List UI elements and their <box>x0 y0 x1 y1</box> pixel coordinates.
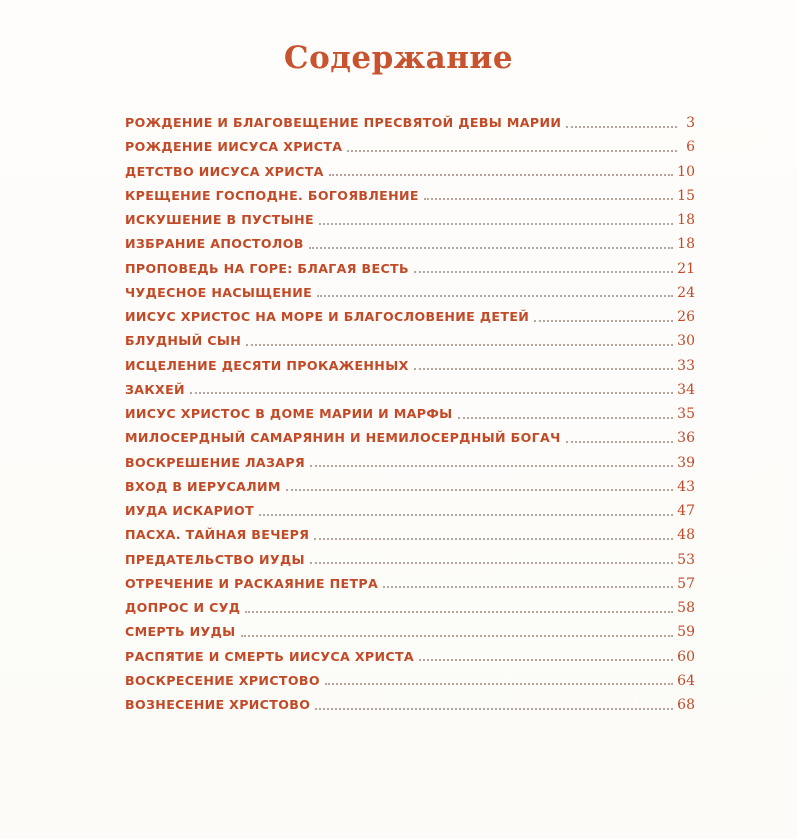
toc-entry-title: ИУДА ИСКАРИОТ <box>125 503 255 518</box>
toc-entry-page: 48 <box>677 527 695 544</box>
toc-entry <box>125 596 695 620</box>
toc-entry <box>125 184 695 208</box>
dot-leader <box>419 658 673 661</box>
toc-entry <box>125 135 695 159</box>
toc-entry <box>125 620 695 644</box>
toc-entry <box>125 305 695 329</box>
dot-leader <box>314 537 673 540</box>
toc-entry-title: ПРОПОВЕДЬ НА ГОРЕ: БЛАГАЯ ВЕСТЬ <box>125 260 409 276</box>
dot-leader <box>424 197 673 200</box>
dot-leader <box>383 585 673 588</box>
toc-entry-title: ИЗБРАНИЕ АПОСТОЛОВ <box>125 236 304 252</box>
toc-entry-page: 18 <box>677 236 695 253</box>
toc-entry <box>125 693 695 717</box>
dot-leader <box>315 707 673 710</box>
toc-entry <box>125 160 695 184</box>
toc-entry-title: МИЛОСЕРДНЫЙ САМАРЯНИН И НЕМИЛОСЕРДНЫЙ БОГАЧ <box>125 430 561 446</box>
toc-entry-title: ЗАКХЕЙ <box>125 381 185 397</box>
dot-leader <box>317 294 673 297</box>
toc-entry-title: РОЖДЕНИЕ И БЛАГОВЕЩЕНИЕ ПРЕСВЯТОЙ ДЕВЫ МАРИИ <box>125 115 562 130</box>
toc-entry <box>125 402 695 426</box>
dot-leader <box>458 416 674 419</box>
toc-entry-title: БЛУДНЫЙ СЫН <box>125 333 242 349</box>
toc-entry-page: 68 <box>677 697 695 713</box>
toc-entry-page: 21 <box>677 260 695 277</box>
toc-entry <box>125 669 695 693</box>
toc-entry <box>125 645 695 669</box>
toc-entry-title: ВХОД В ИЕРУСАЛИМ <box>125 478 281 494</box>
toc-entry-page: 59 <box>677 624 695 641</box>
toc-entry <box>125 426 695 450</box>
toc-entry-title: ПАСХА. ТАЙНАЯ ВЕЧЕРЯ <box>125 527 310 543</box>
toc-entry-page: 18 <box>677 212 695 228</box>
toc-entry-title: ОТРЕЧЕНИЕ И РАСКАЯНИЕ ПЕТРА <box>125 575 379 591</box>
toc-entry-page: 3 <box>686 115 695 131</box>
dot-leader <box>566 125 677 128</box>
toc-entry-title: ЧУДЕСНОЕ НАСЫЩЕНИЕ <box>125 284 313 300</box>
table-of-contents <box>125 111 695 717</box>
toc-entry-title: ВОСКРЕШЕНИЕ ЛАЗАРЯ <box>125 454 306 470</box>
toc-entry-title: ВОЗНЕСЕНИЕ ХРИСТОВО <box>125 697 311 712</box>
toc-entry-page: 64 <box>677 672 695 689</box>
toc-entry-page: 6 <box>686 139 695 156</box>
toc-entry-title: РОЖДЕНИЕ ИИСУСА ХРИСТА <box>125 139 343 155</box>
toc-entry <box>125 451 695 475</box>
toc-entry-page: 15 <box>677 187 695 204</box>
dot-leader <box>246 343 673 346</box>
dot-leader <box>414 270 673 273</box>
dot-leader <box>319 222 673 225</box>
dot-leader <box>241 634 674 637</box>
toc-entry-page: 10 <box>677 163 695 180</box>
toc-entry <box>125 257 695 281</box>
toc-entry-title: ИСКУШЕНИЕ В ПУСТЫНЕ <box>125 212 314 227</box>
toc-entry-page: 35 <box>677 406 695 422</box>
toc-entry <box>125 281 695 305</box>
toc-entry <box>125 111 695 135</box>
dot-leader <box>310 561 673 564</box>
dot-leader <box>190 391 673 394</box>
dot-leader <box>310 464 673 467</box>
toc-entry <box>125 475 695 499</box>
toc-entry-title: ВОСКРЕСЕНИЕ ХРИСТОВО <box>125 672 320 688</box>
toc-entry <box>125 378 695 402</box>
dot-leader <box>534 319 673 322</box>
dot-leader <box>325 682 673 685</box>
toc-entry <box>125 354 695 378</box>
toc-entry-page: 30 <box>677 333 695 350</box>
toc-entry <box>125 208 695 232</box>
toc-entry <box>125 499 695 523</box>
dot-leader <box>245 610 673 613</box>
toc-entry-title: ДОПРОС И СУД <box>125 600 241 615</box>
dot-leader <box>414 367 674 370</box>
toc-entry-page: 60 <box>677 648 695 665</box>
dot-leader <box>329 173 673 176</box>
toc-entry-page: 24 <box>677 284 695 301</box>
dot-leader <box>259 513 673 516</box>
toc-entry-page: 39 <box>677 454 695 471</box>
toc-entry <box>125 572 695 596</box>
toc-entry-page: 58 <box>677 600 695 616</box>
toc-entry-page: 34 <box>677 381 695 398</box>
toc-entry-title: СМЕРТЬ ИУДЫ <box>125 624 236 640</box>
toc-entry-title: КРЕЩЕНИЕ ГОСПОДНЕ. БОГОЯВЛЕНИЕ <box>125 187 419 203</box>
toc-entry <box>125 329 695 353</box>
dot-leader <box>286 488 673 491</box>
toc-entry-title: ИСЦЕЛЕНИЕ ДЕСЯТИ ПРОКАЖЕННЫХ <box>125 357 409 373</box>
toc-entry <box>125 232 695 256</box>
toc-entry-page: 36 <box>677 430 695 447</box>
dot-leader <box>347 149 677 152</box>
toc-entry-title: ДЕТСТВО ИИСУСА ХРИСТА <box>125 163 324 179</box>
toc-entry-title: ИИСУС ХРИСТОС В ДОМЕ МАРИИ И МАРФЫ <box>125 406 453 421</box>
toc-entry <box>125 523 695 547</box>
toc-entry-page: 26 <box>677 309 695 325</box>
toc-entry-title: РАСПЯТИЕ И СМЕРТЬ ИИСУСА ХРИСТА <box>125 648 414 664</box>
toc-entry-page: 33 <box>677 357 695 374</box>
toc-entry-title: ПРЕДАТЕЛЬСТВО ИУДЫ <box>125 551 305 567</box>
toc-entry-page: 43 <box>677 478 695 495</box>
toc-entry <box>125 548 695 572</box>
dot-leader <box>566 440 674 443</box>
dot-leader <box>309 246 673 249</box>
toc-entry-page: 47 <box>677 503 695 519</box>
page-title: Содержание <box>283 40 514 76</box>
toc-entry-page: 53 <box>677 551 695 568</box>
toc-entry-page: 57 <box>677 575 695 592</box>
toc-entry-title: ИИСУС ХРИСТОС НА МОРЕ И БЛАГОСЛОВЕНИЕ ДЕТЕЙ <box>125 309 530 324</box>
